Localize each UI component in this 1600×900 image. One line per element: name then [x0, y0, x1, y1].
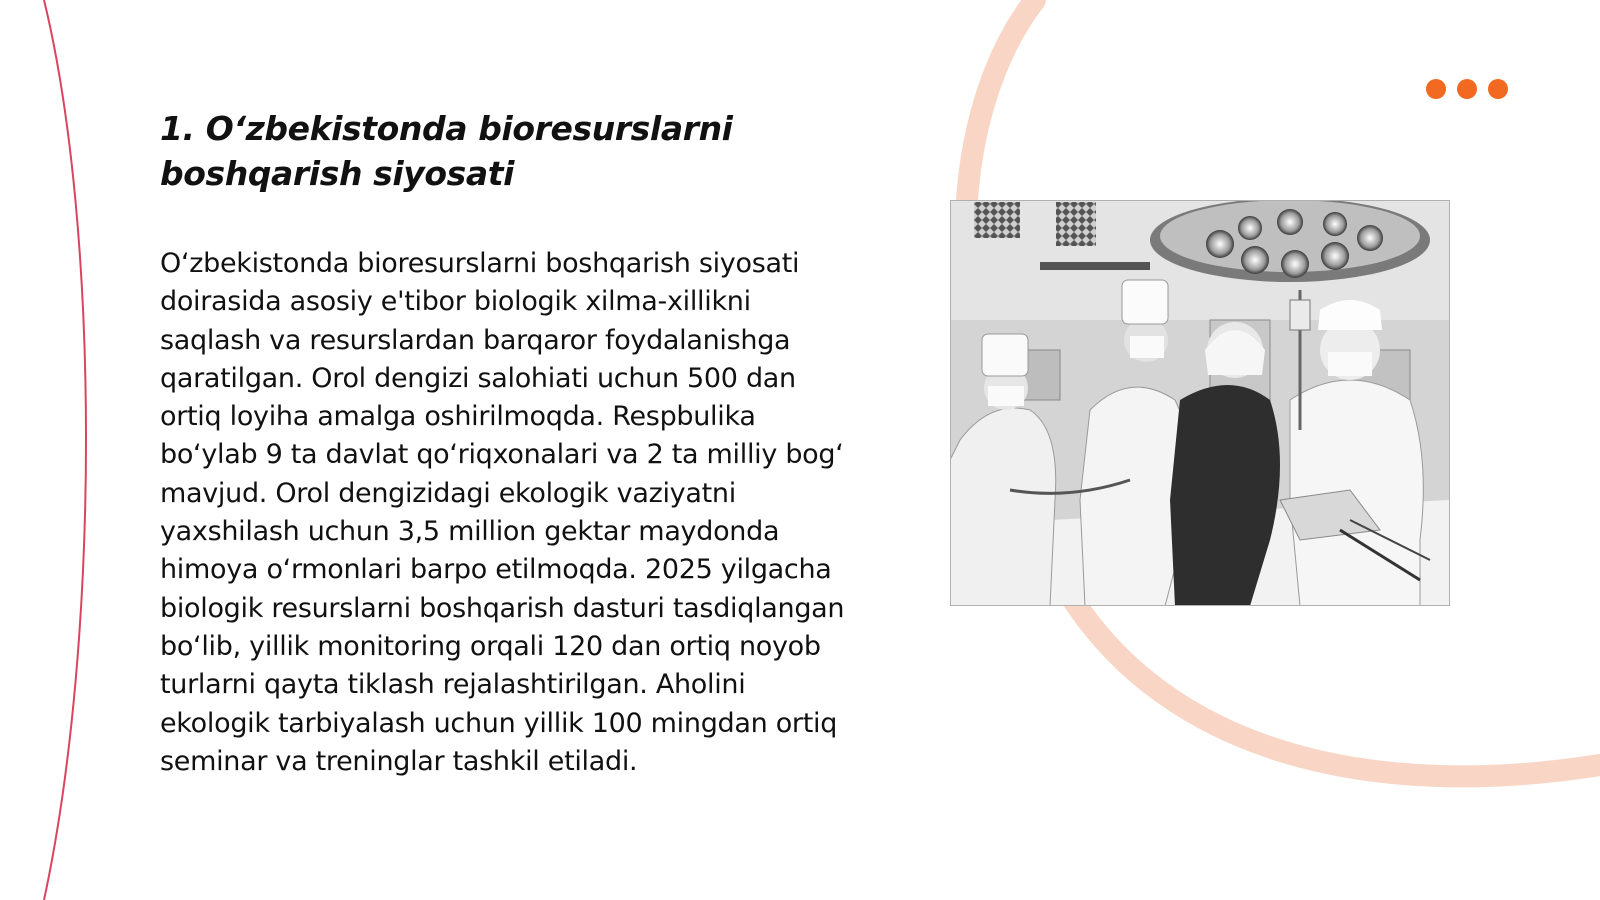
dot-icon: [1426, 79, 1446, 99]
dot-icon: [1488, 79, 1508, 99]
dot-icon: [1457, 79, 1477, 99]
more-dots-icon: [1426, 79, 1508, 99]
left-curve-line: [44, 0, 86, 900]
slide-title: 1. O‘zbekistonda bioresurslarni boshqarish siyosati: [160, 109, 733, 193]
surgery-photo: [950, 200, 1450, 606]
slide-body-text: O‘zbekistonda bioresurslarni boshqarish siyosati doirasida asosiy e'tibor biologik xilma-xillikni saqlash va resurslardan barqaror foydalanishga qaratilgan. Orol dengizi salohiati uchun 500 dan ortiq loyiha amalga oshirilmoqda. Respbulika bo‘ylab 9 ta davlat qo‘riqxonalari va 2 ta milliy bog‘ mavjud. Orol dengizidagi ekologik vaziyatni yaxshilash uchun 3,5 million gektar maydonda himoya o‘rmonlari barpo etilmoqda. 2025 yilgacha biologik resurslarni boshqarish dasturi tasdiqlangan bo‘lib, yillik monitoring orqali 120 dan ortiq noyob turlarni qayta tiklash rejalashtirilgan. Aholini ekologik tarbiyalash uchun yillik 100 mingdan ortiq seminar va treninglar tashkil etiladi.: [160, 248, 845, 777]
